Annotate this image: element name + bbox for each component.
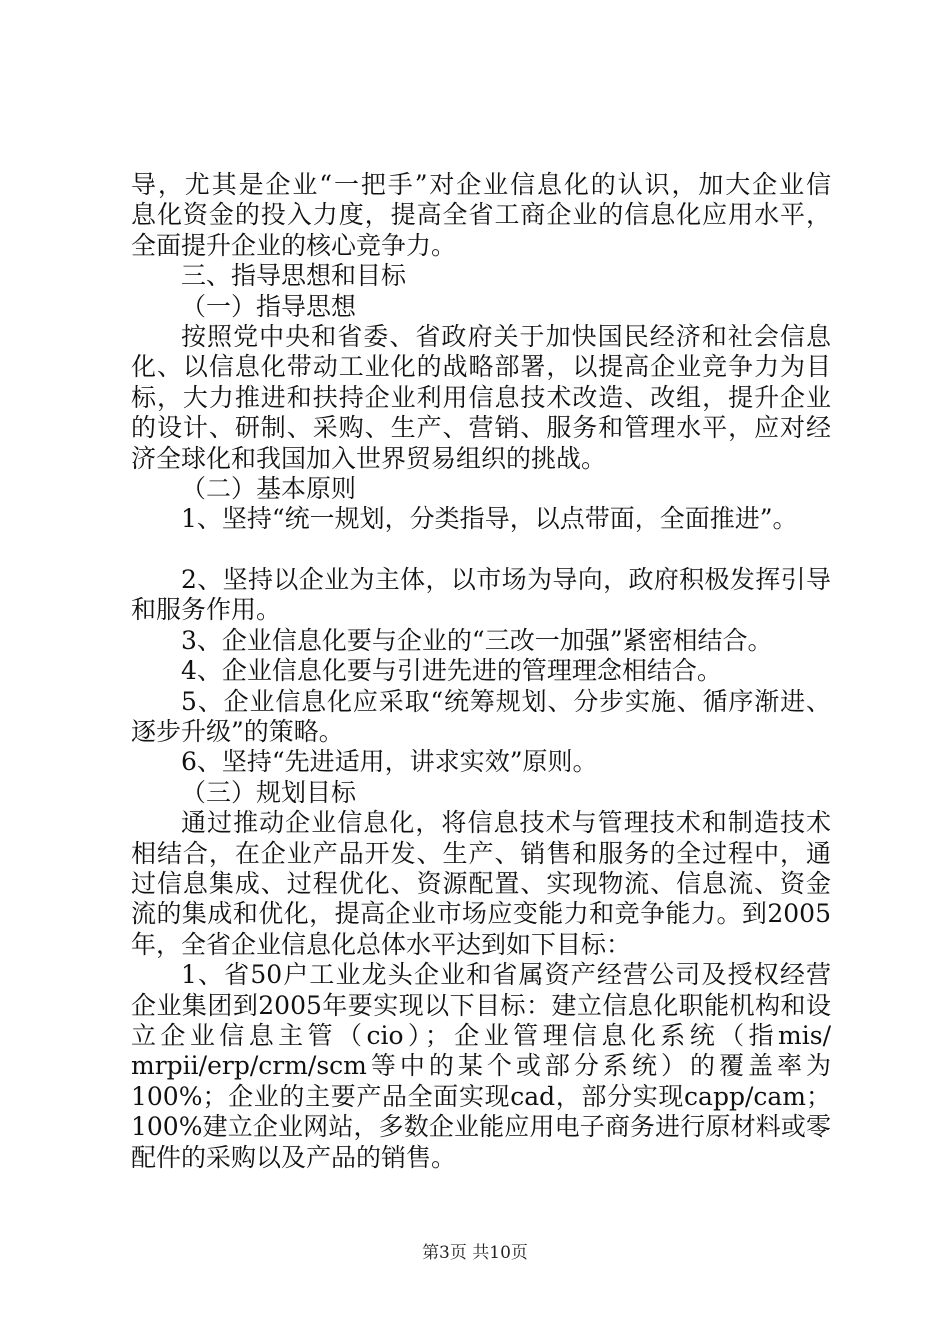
- list-item-continuation: 逐步升级”的策略。: [131, 717, 344, 747]
- paragraph-line: 通过推动企业信息化，将信息技术与管理技术和制造技术: [181, 808, 831, 838]
- list-item-continuation: 100%建立企业网站，多数企业能应用电子商务进行原材料或零: [131, 1112, 831, 1142]
- list-item: 2、坚持以企业为主体，以市场为导向，政府积极发挥引导: [181, 565, 831, 595]
- list-item: 4、企业信息化要与引进先进的管理理念相结合。: [181, 656, 722, 686]
- paragraph-line: 全面提升企业的核心竞争力。: [131, 230, 457, 260]
- document-body: [131, 170, 831, 1173]
- page-footer: 第3页 共10页: [422, 1243, 528, 1263]
- blank-line: [131, 535, 831, 565]
- paragraph-line: 按照党中央和省委、省政府关于加快国民经济和社会信息: [181, 321, 831, 351]
- list-item-continuation: 企业集团到2005年要实现以下目标：建立信息化职能机构和设: [131, 990, 831, 1020]
- list-item-continuation: 立企业信息主管（cio）；企业管理信息化系统（指mis/: [131, 1020, 831, 1050]
- paragraph-line: 济全球化和我国加入世界贸易组织的挑战。: [131, 443, 607, 473]
- list-item: 1、坚持“统一规划，分类指导，以点带面，全面推进”。: [181, 504, 798, 534]
- subsection-heading: （二）基本原则: [181, 473, 357, 503]
- list-item-continuation: 配件的采购以及产品的销售。: [131, 1142, 457, 1172]
- paragraph-line: 标，大力推进和扶持企业利用信息技术改造、改组，提升企业: [131, 382, 831, 412]
- list-item: 1、省50户工业龙头企业和省属资产经营公司及授权经营: [181, 960, 831, 990]
- paragraph-line: 的设计、研制、采购、生产、营销、服务和管理水平，应对经: [131, 413, 831, 443]
- list-item: 6、坚持“先进适用，讲求实效”原则。: [181, 747, 598, 777]
- paragraph-line: 相结合，在企业产品开发、生产、销售和服务的全过程中，通: [131, 838, 831, 868]
- list-item: 3、企业信息化要与企业的“三改一加强”紧密相结合。: [181, 625, 773, 655]
- list-item-continuation: mrpii/erp/crm/scm等中的某个或部分系统）的覆盖率为: [131, 1051, 831, 1081]
- section-heading: 三、指导思想和目标: [181, 261, 407, 291]
- paragraph-line: 息化资金的投入力度，提高全省工商企业的信息化应用水平，: [131, 200, 831, 230]
- paragraph-line: 年，全省企业信息化总体水平达到如下目标：: [131, 929, 632, 959]
- paragraph-line: 流的集成和优化，提高企业市场应变能力和竞争能力。到2005: [131, 899, 831, 929]
- paragraph-line: 过信息集成、过程优化、资源配置、实现物流、信息流、资金: [131, 868, 831, 898]
- paragraph-line: 化、以信息化带动工业化的战略部署，以提高企业竞争力为目: [131, 352, 831, 382]
- paragraph-line: 导，尤其是企业“一把手”对企业信息化的认识，加大企业信: [131, 170, 831, 199]
- subsection-heading: （三）规划目标: [181, 777, 357, 807]
- list-item: 5、企业信息化应采取“统筹规划、分步实施、循序渐进、: [181, 686, 831, 716]
- subsection-heading: （一）指导思想: [181, 291, 357, 321]
- list-item-continuation: 和服务作用。: [131, 595, 282, 625]
- list-item-continuation: 100%；企业的主要产品全面实现cad，部分实现capp/cam；: [131, 1081, 831, 1111]
